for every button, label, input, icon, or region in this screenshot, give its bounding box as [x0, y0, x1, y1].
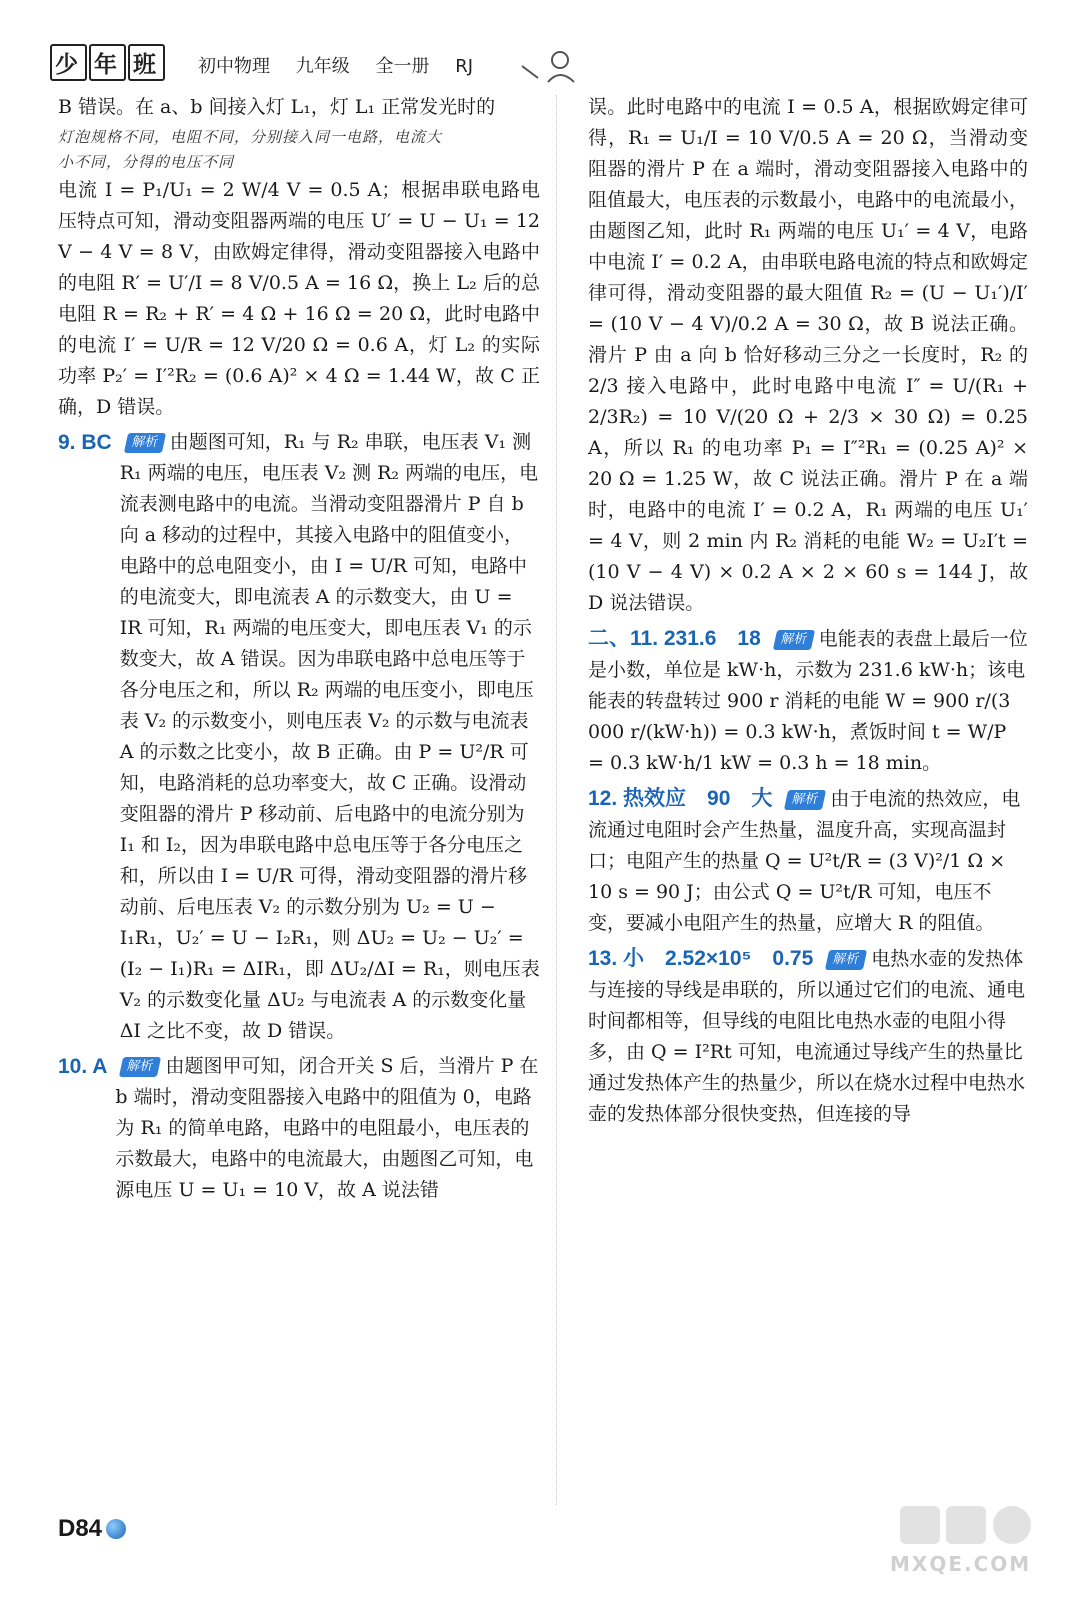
answer-number: 9. BC: [58, 431, 112, 454]
answer-explanation: 由题图甲可知，闭合开关 S 后，当滑片 P 在 b 端时，滑动变阻器接入电路中的阻值为 0，电路为 R₁ 的简单电路，电路中的电阻最小，电压表的示数最大，电路中的电流最大，由题图乙可知，电源电压 U = U₁ = 10 V，故 A 说法错: [115, 1055, 539, 1201]
answer-explanation: 由题图可知，R₁ 与 R₂ 串联，电压表 V₁ 测 R₁ 两端的电压，电压表 V₂ 测 R₂ 两端的电压，电流表测电路中的电流。当滑动变阻器滑片 P 自 b 向 a 移动的过程中，其接入电路中的阻值变小，电路中的总电阻变小，由 I = U/R 可知，电路中的电流变大，即电流表 A 的示数变大，由 U = IR 可知，R₁ 两端的电压变大，即电压表 V₁ 的示数变大，故 A 错误。因为串联电路中总电压等于各分电压之和，所以 R₂ 两端的电压变小，即电压表 V₂ 的示数变小，则电压表 V₂ 的示数与电流表 A 的示数之比变小，故 B 正确。由 P = U²/R 可知，电路消耗的总功率变大，故 C 正确。设滑动变阻器的滑片 P 移动前、后电路中的电流分别为 I₁ 和 I₂，因为串联电路中总电压等于各分电压之和，所以由 I = U/R 可得，滑动变阻器的滑片移动前、后电压表 V₂ 的示数分别为 U₂ = U − I₁R₁，U₂′ = U − I₂R₁，则 ΔU₂ = U₂ − U₂′ = (I₂ − I₁)R₁ = ΔIR₁，即 ΔU₂/ΔI = R₁，则电压表 V₂ 的示数变化量 ΔU₂ 与电流表 A 的示数变化量 ΔI 之比不变，故 D 错误。: [119, 431, 540, 1042]
subject-label: 初中物理: [198, 56, 270, 77]
answer-item-10: [58, 1051, 540, 1206]
edition-label: RJ: [455, 56, 474, 77]
analysis-tag-icon: 解析: [773, 630, 815, 650]
right-column: [588, 92, 1028, 1130]
analysis-tag-icon: 解析: [784, 790, 826, 810]
answer-item-9: [58, 427, 540, 1047]
text-paragraph: B 错误。在 a、b 间接入灯 L₁，灯 L₁ 正常发光时的: [58, 96, 496, 118]
text-paragraph: 电流 I = P₁/U₁ = 2 W/4 V = 0.5 A；根据串联电路电压特点可知，滑动变阻器两端的电压 U′ = U − U₁ = 12 V − 4 V = 8 V，由欧姆定律得，滑动变阻器接入电路中的电阻 R′ = U′/I = 8 V/0.5 A = 16 Ω，换上 L₂ 后的总电阻 R = R₂ + R′ = 4 Ω + 16 Ω = 20 Ω，此时电路中的电流 I′ = U/R = 12 V/20 Ω = 0.6 A，灯 L₂ 的实际功率 P₂′ = I′²R₂ = (0.6 A)² × 4 Ω = 1.44 W，故 C 正确，D 错误。: [58, 179, 540, 418]
analysis-tag-icon: 解析: [825, 950, 867, 970]
text-paragraph: 误。此时电路中的电流 I = 0.5 A，根据欧姆定律可得，R₁ = U₁/I = 10 V/0.5 A = 20 Ω，当滑动变阻器的滑片 P 在 a 端时，滑动变阻器接入电路中的阻值最大，电压表的示数最小，电路中的电流最小，由题图乙知，此时 R₁ 两端的电压 U₁′ = 4 V，电路中电流 I′ = 0.2 A，由串联电路电流的特点和欧姆定律可得，滑动变阻器的最大阻值 R₂ = (U − U₁′)/I′ = (10 V − 4 V)/0.2 A = 30 Ω，故 B 说法正确。滑片 P 由 a 向 b 恰好移动三分之一长度时，R₂ 的 2/3 接入电路中，此时电路中电流 I″ = U/(R₁ + 2/3R₂) = 10 V/(20 Ω + 2/3 × 30 Ω) = 0.25 A，所以 R₁ 的电功率 P₁ = I″²R₁ = (0.25 A)² × 20 Ω = 1.25 W，故 C 说法正确。滑片 P 在 a 端时，电路中的电流 I′ = 0.2 A，R₁ 两端的电压 U₁′ = 4 V，则 2 min 内 R₂ 消耗的电能 W₂ = U₂I′t = (10 V − 4 V) × 0.2 A × 2 × 60 s = 144 J，故 D 说法错误。: [588, 96, 1028, 614]
answer-item-12: [588, 783, 1028, 939]
answer-explanation: 电能表的表盘上最后一位是小数，单位是 kW·h，示数为 231.6 kW·h；该电能表的转盘转过 900 r 消耗的电能 W = 900 r/(3 000 r/(kW·h)) = 0.3 kW·h，煮饭时间 t = W/P = 0.3 kW·h/1 kW = 0.3 h = 18 min。: [588, 628, 1028, 774]
answer-item-11: [588, 623, 1028, 779]
answer-explanation: 由于电流的热效应，电流通过电阻时会产生热量，温度升高，实现高温封口；电阻产生的热量 Q = U²t/R = (3 V)²/1 Ω × 10 s = 90 J；由公式 Q = U²t/R 可知，电压不变，要减小电阻产生的热量，应增大 R 的阻值。: [588, 788, 1021, 934]
answer-explanation: 电热水壶的发热体与连接的导线是串联的，所以通过它们的电流、通电时间都相等，但导线的电阻比电热水壶的电阻小得多，由 Q = I²Rt 可知，电流通过导线产生的热量比通过发热体产生的热量少，所以在烧水过程中电热水壶的发热体部分很快变热，但连接的导: [588, 948, 1026, 1125]
column-divider: [556, 95, 557, 1505]
volume-label: 全一册: [375, 56, 430, 77]
globe-icon: [106, 1519, 126, 1539]
cartoon-figure-icon: [520, 46, 580, 86]
analysis-tag-icon: 解析: [124, 433, 166, 453]
watermark-logo: [880, 1500, 1050, 1590]
book-info: [198, 52, 493, 78]
answer-number: 二、11. 231.6 18: [588, 627, 761, 650]
brand-logo: 少 年 班: [50, 44, 200, 82]
page-header: [50, 44, 570, 84]
analysis-tag-icon: 解析: [119, 1057, 161, 1077]
answer-item-13: [588, 943, 1028, 1130]
answer-number: 10. A: [58, 1055, 108, 1078]
answer-number: 12. 热效应 90 大: [588, 787, 773, 810]
grade-label: 九年级: [295, 56, 350, 77]
left-column: [58, 92, 540, 1206]
answer-number: 13. 小 2.52×10⁵ 0.75: [588, 947, 814, 970]
page-number: D84: [58, 1515, 126, 1543]
watermark-text: MXQE.COM: [890, 1552, 1032, 1576]
handwritten-note: 灯泡规格不同，电阻不同，分别接入同一电路，电流大 小不同，分得的电压不同: [58, 128, 443, 171]
watermark-emblem-icon: [880, 1500, 1050, 1550]
